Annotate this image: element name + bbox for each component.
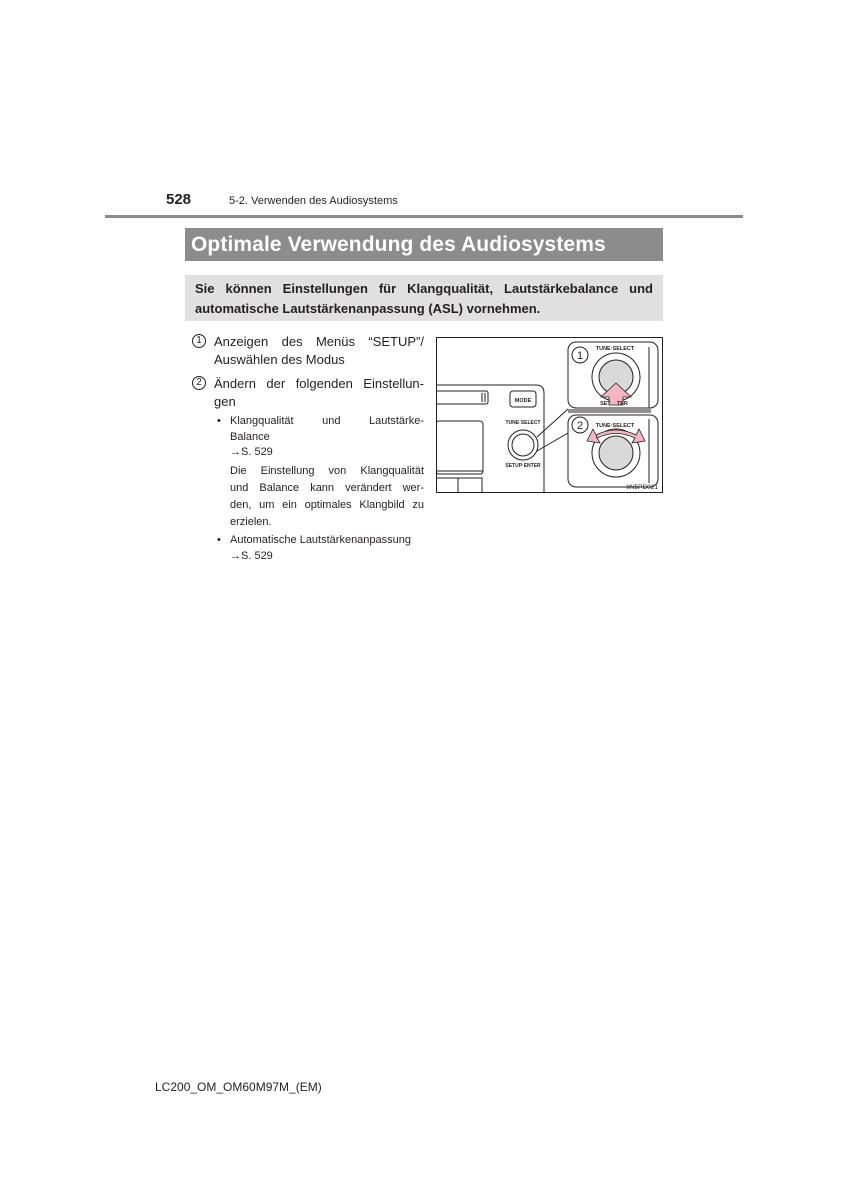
step-line: Auswählen des Modus	[214, 352, 345, 367]
bullet-item	[217, 532, 424, 548]
step-number-badge: 2	[192, 376, 206, 390]
step-number-badge: 1	[192, 334, 206, 348]
section-label: 5-2. Verwenden des Audiosystems	[229, 195, 398, 207]
note-line: Die Einstellung von Klangqualität	[230, 465, 424, 477]
intro-text: Sie können Einstellungen für Klangqualität, Lautstärkebalance und automatische Lautstärkenanpassung (ASL) vornehmen.	[195, 281, 653, 316]
note-line: erzielen.	[230, 516, 272, 528]
document-code: LC200_OM_OM60M97M_(EM)	[155, 1080, 322, 1094]
knob-top-label: TUNE·SELECT	[505, 420, 541, 426]
callout-1-number: 1	[576, 350, 584, 362]
callout-2-knob-face	[599, 436, 633, 470]
bullet-line: Balance	[230, 431, 270, 443]
callout-2-number: 2	[576, 420, 584, 432]
step-line: gen	[214, 394, 236, 409]
step-1	[192, 333, 424, 369]
bullet-line: Automatische Lautstärkenanpassung	[230, 534, 412, 546]
knob-bottom-label: SETUP·ENTER	[505, 463, 541, 469]
page-reference-link[interactable]: →S. 529	[230, 550, 273, 562]
intro-box	[185, 275, 663, 321]
step-2	[192, 375, 424, 411]
callout-2-top-label: TUNE·SELECT	[595, 423, 635, 429]
note-line: den, um ein optimales Klangbild zu	[230, 499, 424, 511]
mode-button-label: MODE	[514, 398, 532, 404]
bullet-note	[230, 463, 424, 531]
callout-1-top-label: TUNE·SELECT	[595, 346, 635, 352]
header-rule	[105, 215, 743, 218]
step-line: Ändern der folgenden Einstellun-	[214, 376, 424, 391]
bullet-symbol: •	[217, 415, 221, 427]
figure-code: IIN5PD021	[626, 484, 658, 491]
bullet-symbol: •	[217, 534, 221, 546]
page-reference-link[interactable]: →S. 529	[230, 446, 273, 458]
note-line: und Balance kann verändert wer-	[230, 482, 424, 494]
step-line: Anzeigen des Menüs “SETUP”/	[214, 334, 424, 349]
bullet-item	[217, 413, 424, 445]
bullet-line: Klangqualität und Lautstärke-	[230, 415, 424, 427]
callout-1-bottom-label: SET TER	[600, 401, 628, 407]
page-title: Optimale Verwendung des Audiosystems	[185, 228, 663, 261]
page-number: 528	[166, 191, 192, 208]
audio-panel-figure	[436, 337, 663, 493]
